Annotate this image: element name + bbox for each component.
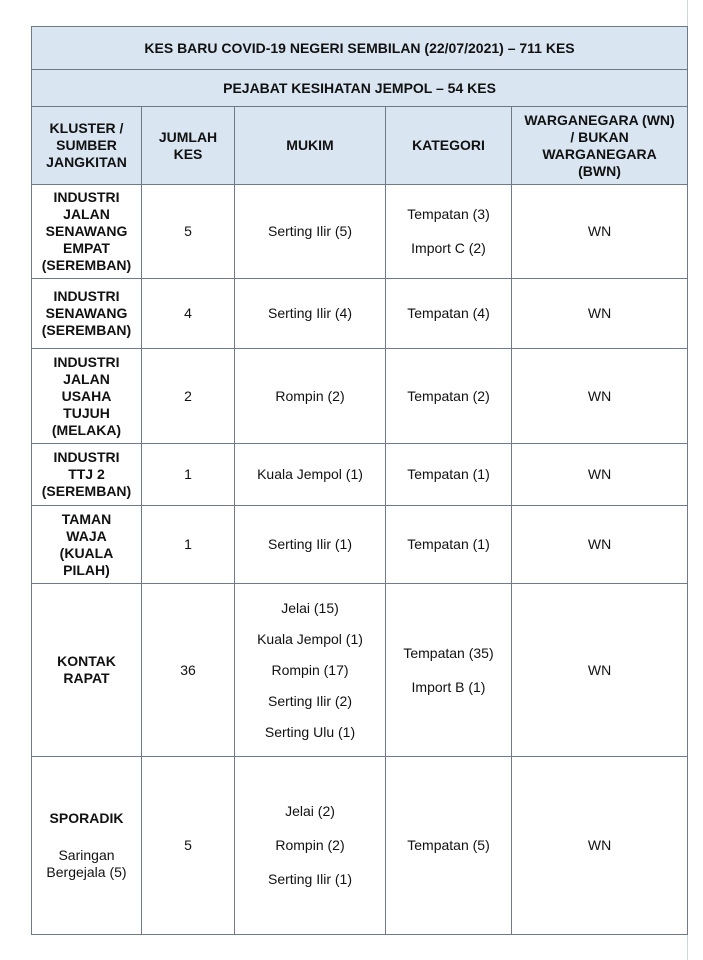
mukim-cell (235, 757, 386, 935)
table-row (32, 279, 688, 349)
mukim-text: Serting Ilir (1) (267, 871, 353, 887)
mukim-cell (235, 349, 386, 444)
header-cluster (32, 107, 142, 185)
cluster-text: (SEREMBAN) (41, 257, 132, 273)
mukim-text: Jelai (2) (285, 803, 335, 819)
category-cell (386, 349, 512, 444)
report-subtitle-row (32, 70, 688, 107)
cluster-text: TAMAN (61, 510, 112, 527)
cluster-cell (32, 349, 142, 444)
header-text: / BUKAN (570, 128, 629, 145)
category-text: Import C (2) (411, 240, 486, 256)
cluster-note-text: Saringan (58, 847, 115, 863)
category-text: Tempatan (2) (407, 387, 490, 404)
cluster-text: USAHA (61, 387, 112, 404)
count-cell: 2 (142, 349, 235, 444)
mukim-cell (235, 185, 386, 279)
header-text: SUMBER (56, 137, 117, 153)
table-row (32, 584, 688, 757)
cluster-text: EMPAT (63, 240, 110, 256)
report-subtitle: PEJABAT KESIHATAN JEMPOL – 54 KES (32, 70, 688, 107)
cluster-text: SENAWANG (45, 305, 128, 321)
table-header-row (32, 107, 688, 185)
header-text: WARGANEGARA (542, 145, 657, 162)
header-text: KES (173, 145, 203, 162)
mukim-text: Serting Ilir (4) (267, 305, 353, 321)
cluster-cell (32, 506, 142, 584)
count-cell: 5 (142, 757, 235, 935)
mukim-text: Kuala Jempol (1) (257, 466, 363, 482)
citizenship-cell: WN (512, 185, 688, 279)
citizenship-cell: WN (512, 757, 688, 935)
cluster-text: KONTAK (57, 653, 116, 669)
header-text: JUMLAH (158, 128, 218, 145)
count-cell: 36 (142, 584, 235, 757)
header-mukim: MUKIM (235, 107, 386, 185)
mukim-cell (235, 584, 386, 757)
mukim-text: Serting Ilir (5) (267, 223, 353, 239)
cluster-text: WAJA (66, 527, 107, 544)
citizenship-cell: WN (512, 584, 688, 757)
category-cell (386, 444, 512, 506)
mukim-text: Kuala Jempol (1) (257, 630, 363, 647)
mukim-text: Rompin (2) (275, 837, 345, 853)
cluster-text: JALAN (63, 206, 110, 222)
category-cell (386, 757, 512, 935)
cluster-cell (32, 584, 142, 757)
count-cell: 1 (142, 444, 235, 506)
citizenship-cell: WN (512, 349, 688, 444)
count-cell: 4 (142, 279, 235, 349)
cluster-text: TTJ 2 (68, 466, 105, 482)
cluster-text: SPORADIK (49, 810, 124, 826)
mukim-text: Rompin (17) (271, 661, 349, 678)
header-count (142, 107, 235, 185)
cluster-text: JALAN (63, 370, 110, 387)
table-row (32, 185, 688, 279)
table-row (32, 506, 688, 584)
table-row (32, 444, 688, 506)
cluster-text: INDUSTRI (53, 288, 120, 304)
category-text: Tempatan (5) (407, 837, 490, 853)
category-text: Import B (1) (411, 678, 486, 695)
header-text: KLUSTER / (49, 120, 124, 136)
category-text: Tempatan (3) (407, 206, 490, 222)
cluster-cell (32, 444, 142, 506)
category-text: Tempatan (1) (407, 466, 490, 482)
report-title: KES BARU COVID-19 NEGERI SEMBILAN (22/07/2021) – 711 KES (32, 27, 688, 70)
category-cell (386, 506, 512, 584)
cluster-note (36, 847, 137, 881)
category-cell (386, 279, 512, 349)
category-text: Tempatan (35) (403, 644, 494, 661)
header-text: (BWN) (578, 162, 621, 179)
count-cell: 5 (142, 185, 235, 279)
category-text: Tempatan (4) (407, 305, 490, 321)
mukim-text: Rompin (2) (275, 387, 345, 404)
mukim-text: Serting Ulu (1) (264, 723, 356, 740)
report-title-row (32, 27, 688, 70)
category-text: Tempatan (1) (407, 536, 490, 552)
cluster-text: PILAH) (63, 561, 110, 578)
cluster-text: TUJUH (63, 404, 110, 421)
cluster-note-text: Bergejala (5) (46, 864, 127, 880)
mukim-cell (235, 506, 386, 584)
cluster-text: INDUSTRI (53, 449, 120, 465)
citizenship-cell: WN (512, 279, 688, 349)
cluster-text: INDUSTRI (53, 353, 120, 370)
mukim-cell (235, 279, 386, 349)
cluster-text: SENAWANG (45, 223, 128, 239)
cluster-text: (MELAKA) (51, 421, 122, 438)
cluster-cell (32, 185, 142, 279)
header-text: WARGANEGARA (WN) (524, 111, 675, 128)
count-cell: 1 (142, 506, 235, 584)
cluster-text: INDUSTRI (53, 189, 120, 205)
cluster-cell (32, 757, 142, 935)
cluster-text: (SEREMBAN) (41, 483, 132, 499)
cluster-cell (32, 279, 142, 349)
table-row (32, 349, 688, 444)
table-row (32, 757, 688, 935)
cluster-text: (SEREMBAN) (41, 322, 132, 338)
cluster-text: (KUALA (59, 544, 114, 561)
mukim-text: Serting Ilir (2) (267, 692, 353, 709)
citizenship-cell: WN (512, 444, 688, 506)
covid-cases-table (31, 26, 688, 935)
header-citizenship (512, 107, 688, 185)
cluster-text: RAPAT (63, 670, 110, 686)
category-cell (386, 584, 512, 757)
mukim-text: Jelai (15) (281, 599, 339, 616)
mukim-text: Serting Ilir (1) (267, 536, 353, 552)
mukim-cell (235, 444, 386, 506)
header-text: JANGKITAN (46, 154, 127, 170)
citizenship-cell: WN (512, 506, 688, 584)
category-cell (386, 185, 512, 279)
header-category: KATEGORI (386, 107, 512, 185)
